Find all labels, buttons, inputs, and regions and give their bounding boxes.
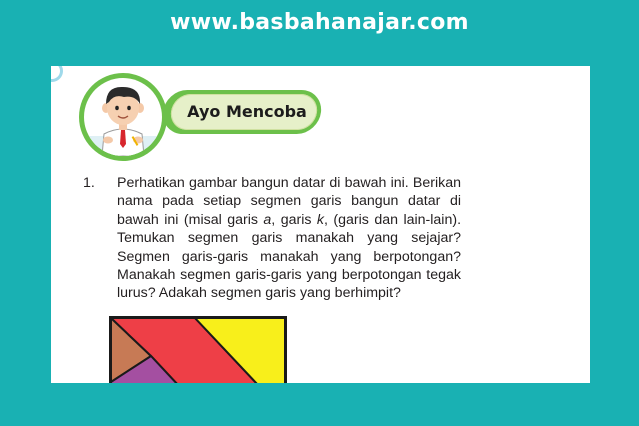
- question-text: [117, 174, 461, 303]
- question-text-part: Perhatikan gambar bangun datar di bawah ini. Berikan nama pada setiap segmen garis bangun datar di bawah ini (misal garis: [117, 175, 461, 228]
- question-1: [83, 174, 461, 303]
- site-url: www.basbahanajar.com: [170, 9, 469, 35]
- variable-k: k: [316, 211, 324, 228]
- page-corner-decoration: [51, 66, 63, 82]
- question-text-part: , (garis dan lain-lain). Temukan segmen garis manakah yang sejajar? Segmen garis-garis manakah yang berpotongan? Manakah segmen garis-garis yang berpotongan tegak lurus? Adakah segmen garis yang berhimpit?: [117, 211, 462, 302]
- question-text-part: , garis: [271, 211, 317, 228]
- student-writing-icon: [84, 78, 162, 156]
- book-page: [51, 66, 590, 383]
- question-number: 1.: [83, 175, 95, 191]
- tangram-figure: [109, 316, 287, 383]
- section-title: Ayo Mencoba: [187, 102, 307, 121]
- variable-a: a: [263, 211, 272, 228]
